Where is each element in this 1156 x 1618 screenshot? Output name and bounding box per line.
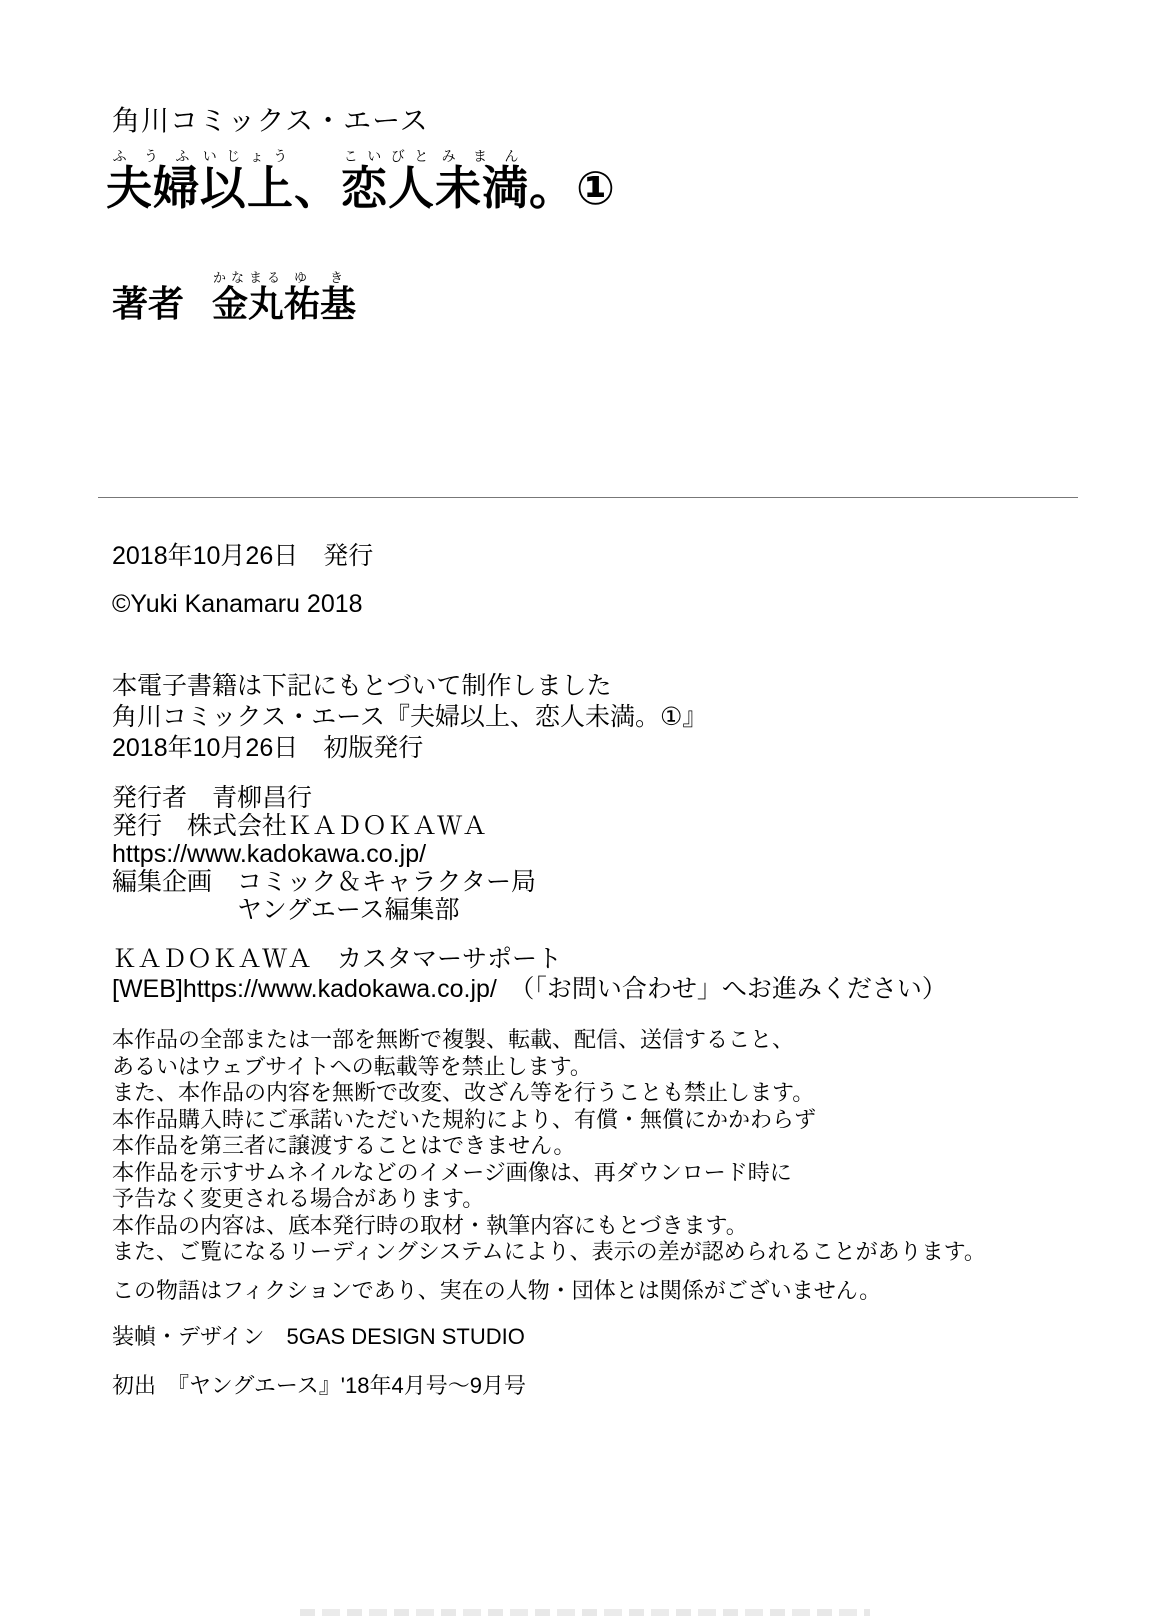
editorial-department-line: ヤングエース編集部: [237, 896, 460, 924]
source-note-line: 角川コミックス・エース『夫婦以上、恋人未満。①』: [112, 703, 708, 731]
legal-line: 本作品購入時にご承諾いただいた規約により、有償・無償にかかわらず: [112, 1106, 817, 1132]
author-name: 金丸かなまる祐ゆ基き: [212, 270, 357, 324]
legal-line: 予告なく変更される場合があります。: [112, 1186, 485, 1211]
legal-line: 本作品を第三者に譲渡することはできません。: [112, 1133, 576, 1158]
legal-line: また、本作品の内容を無断で改変、改ざん等を行うことも禁止します。: [112, 1080, 815, 1105]
publisher-person-line: 発行者 青柳昌行: [112, 784, 313, 812]
legal-line: 本作品を示すサムネイルなどのイメージ画像は、再ダウンロード時に: [112, 1159, 792, 1185]
fiction-disclaimer: この物語はフィクションであり、実在の人物・団体とは関係がございません。: [112, 1278, 882, 1303]
source-note: [112, 671, 707, 764]
publication-date: 2018年10月26日 発行: [112, 542, 374, 570]
imprint-label: 角川コミックス・エース: [112, 105, 429, 136]
book-title: 夫婦ふうふ以上いじょう、恋人こいびと未満みまん。①: [106, 148, 616, 214]
legal-line: また、ご覧になるリーディングシステムにより、表示の差が認められることがあります。: [112, 1239, 986, 1264]
first-appearance-note: 初出 『ヤングエース』'18年4月号～9月号: [112, 1373, 526, 1398]
publisher-block: [112, 784, 536, 924]
legal-line: あるいはウェブサイトへの転載等を禁止します。: [112, 1053, 592, 1079]
copyright-notice: ©Yuki Kanamaru 2018: [112, 590, 363, 618]
legal-line: 本作品の全部または一部を無断で複製、転載、配信、送信すること、: [112, 1027, 795, 1052]
author-line: [112, 270, 356, 327]
clipped-bottom-text: [300, 1609, 870, 1616]
publisher-url-line: https://www.kadokawa.co.jp/: [112, 840, 427, 868]
customer-support-block: [112, 944, 947, 1004]
customer-support-title: ＫＡＤＯＫＡＷＡ カスタマーサポート: [112, 945, 563, 973]
editorial-planning-line: 編集企画 コミック＆キャラクター局: [112, 868, 537, 896]
source-note-line: 本電子書籍は下記にもとづいて制作しました: [112, 672, 612, 700]
author-label: 著者: [112, 283, 185, 324]
design-credit: 装幀・デザイン 5GAS DESIGN STUDIO: [112, 1324, 525, 1349]
legal-notice-block: [112, 1027, 986, 1266]
customer-support-url-line: [WEB]https://www.kadokawa.co.jp/ （「お問い合わせ」へお進みください）: [112, 975, 947, 1003]
source-note-line: 2018年10月26日 初版発行: [112, 734, 424, 762]
divider-line: [98, 497, 1078, 498]
legal-line: 本作品の内容は、底本発行時の取材・執筆内容にもとづきます。: [112, 1212, 748, 1238]
publisher-company-line: 発行 株式会社ＫＡＤＯＫＡＷＡ: [112, 812, 488, 840]
